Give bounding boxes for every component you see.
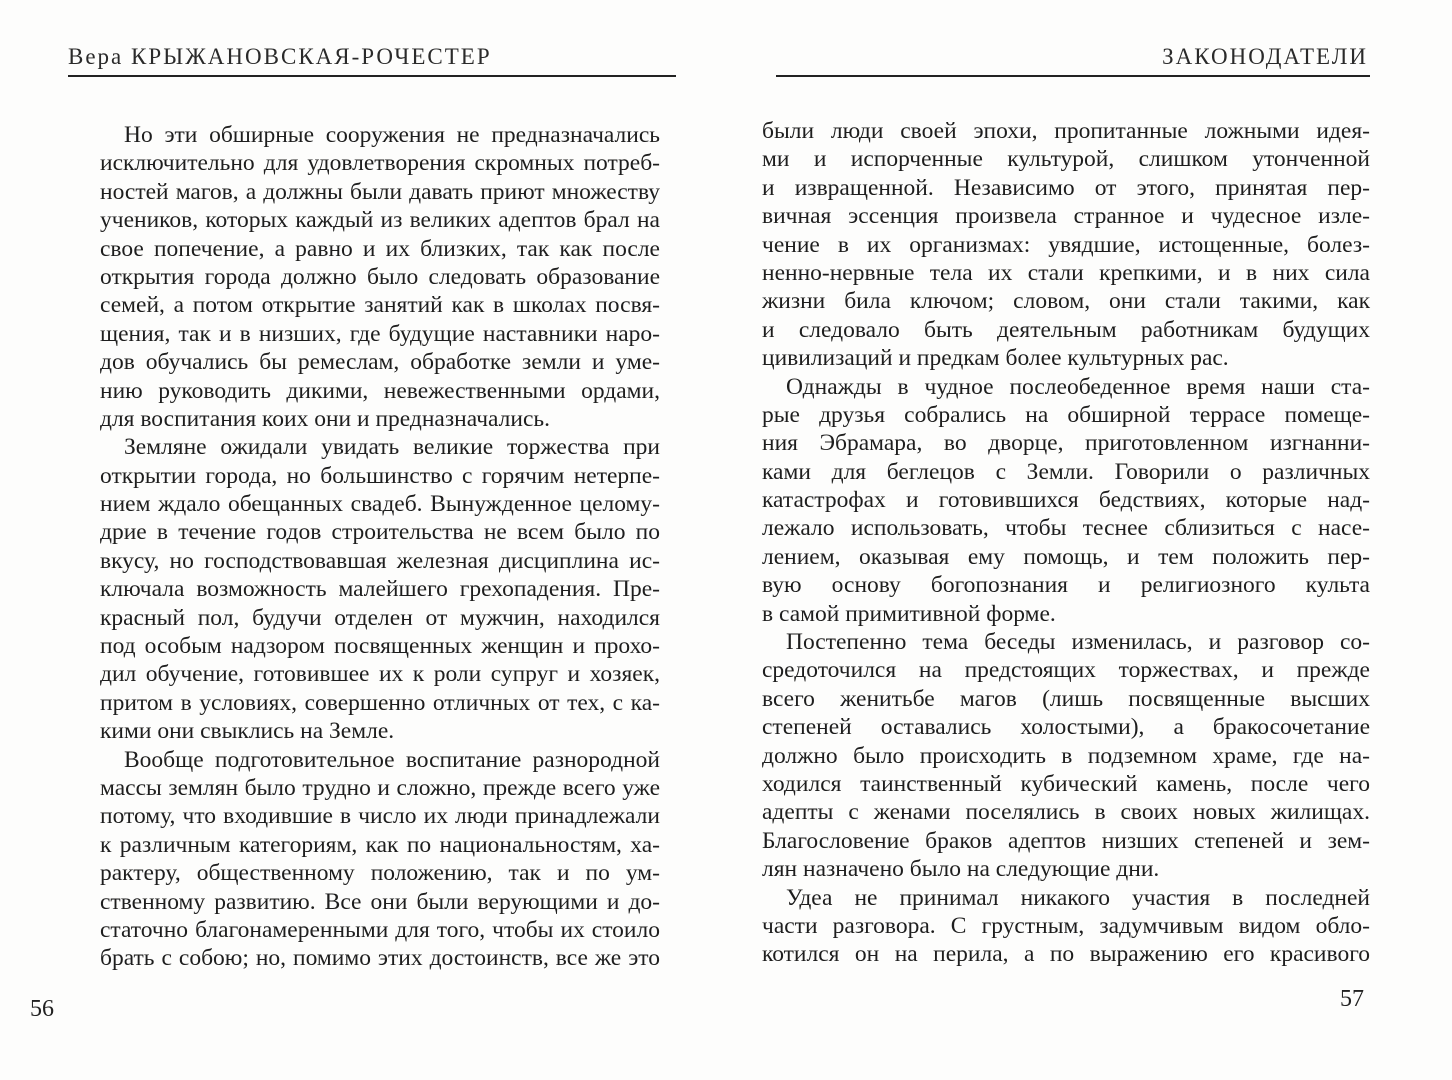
text-line: Благословение браков адептов низших степеней и зем- (762, 827, 1370, 854)
text-line: и следовало быть деятельным работникам будущих (762, 316, 1370, 343)
text-line: степеней оставались холостыми), а бракосочетание (762, 714, 1370, 741)
header-rule-left (68, 75, 676, 77)
text-line: лением, оказывая ему помощь, и тем положить пер- (762, 543, 1370, 570)
text-line: Вообще подготовительное воспитание разнородной (124, 746, 660, 773)
text-line: семей, а потом открытие занятий как в школах посвя- (100, 292, 660, 319)
text-line: красный пол, будучи отделен от мужчин, находился (100, 604, 660, 631)
text-line: ственному развитию. Все они были верующими и до- (100, 888, 660, 915)
text-line: ния Эбрамара, во дворце, приготовленном изгнанни- (762, 430, 1370, 457)
text-line: дрие в течение годов строительства не всем было по (100, 519, 660, 546)
text-line: должно было происходить в подземном храме, где на- (762, 742, 1370, 769)
text-line: всего женитьбе магов (лишь посвященные высших (762, 685, 1370, 712)
page-number-right: 57 (1340, 986, 1364, 1012)
text-line: массы землян было трудно и сложно, прежде всего уже (100, 774, 660, 801)
text-line: лежало использовать, чтобы теснее сблизиться с насе- (762, 515, 1370, 542)
running-head-left: Вера КРЫЖАНОВСКАЯ-РОЧЕСТЕР (68, 44, 492, 69)
text-line: части разговора. С грустным, задумчивым видом обло- (762, 912, 1370, 939)
text-line: учеников, которых каждый из великих адептов брал на (100, 207, 660, 234)
text-line: статочно благонамеренными для того, чтобы их стоило (100, 916, 660, 943)
text-line: ностей магов, а должны были давать приют множеству (100, 178, 660, 205)
text-line: дил обучение, готовившее их к роли супруг и хозяек, (100, 661, 660, 688)
text-line: катастрофах и готовившихся бедствиях, которые над- (762, 487, 1370, 514)
text-line: адепты с женами поселялись в своих новых жилищах. (762, 799, 1370, 826)
text-line: рые друзья собрались на обширной террасе помеще- (762, 401, 1370, 428)
right-page-body (762, 117, 1370, 969)
text-line: и извращенной. Независимо от этого, принятая пер- (762, 174, 1370, 201)
text-line: притом в условиях, совершенно отличных от тех, с ка- (100, 689, 660, 716)
text-line: открытии города, но большинство с горячим нетерпе- (100, 462, 660, 489)
text-line: нию руководить дикими, невежественными ордами, (100, 377, 660, 404)
text-line: нием ждало обещанных свадеб. Вынужденное целому- (100, 491, 660, 518)
text-line: Постепенно тема беседы изменилась, и разговор со- (786, 629, 1370, 656)
header-rule-right (776, 75, 1370, 77)
text-line: средоточился на предстоящих торжествах, и прежде (762, 657, 1370, 684)
text-line: лян назначено было на следующие дни. (762, 856, 1160, 883)
text-line: щения, так и в низших, где будущие наставники наро- (100, 320, 660, 347)
text-line: ключала возможность малейшего грехопадения. Пре- (100, 576, 660, 603)
text-line: Удеа не принимал никакого участия в последней (786, 884, 1370, 911)
text-line: свое попечение, а равно и их близких, так как после (100, 235, 660, 262)
text-line: Однажды в чудное послеобеденное время наши ста- (786, 373, 1370, 400)
text-line: вичная эссенция произвела странное и чудесное изле- (762, 203, 1370, 230)
text-line: были люди своей эпохи, пропитанные ложными идея- (762, 118, 1370, 144)
text-line: потому, что входившие в число их люди принадлежали (100, 803, 660, 830)
text-line: исключительно для удовлетворения скромных потреб- (100, 150, 660, 177)
text-line: чение в их организмах: увядшие, истощенные, болез- (762, 231, 1370, 258)
text-line: под особым надзором посвященных женщин и прохо- (100, 633, 660, 660)
text-line: ходился таинственный кубический камень, после чего (762, 770, 1370, 797)
left-page-body (100, 121, 660, 973)
text-line: дов обучались бы ремеслам, обработке земли и уме- (100, 349, 660, 376)
text-line: брать с собою; но, помимо этих достоинств, все же это (100, 945, 660, 972)
page-number-left: 56 (30, 996, 54, 1022)
text-line: к различным категориям, как по национальностям, ха- (100, 831, 660, 858)
text-line: кими они свыклись на Земле. (100, 718, 395, 745)
text-line: ками для беглецов с Земли. Говорили о различных (762, 458, 1370, 485)
text-line: для воспитания коих они и предназначались. (100, 405, 550, 432)
text-line: котился он на перила, а по выражению его красивого (762, 941, 1370, 968)
text-line: ми и испорченные культурой, слишком утонченной (762, 146, 1370, 173)
running-head-right: ЗАКОНОДАТЕЛИ (1162, 44, 1368, 69)
text-line: цивилизаций и предкам более культурных рас. (762, 345, 1229, 372)
text-line: открытия города должно было следовать образование (100, 263, 660, 290)
text-line: вую основу богопознания и религиозного культа (762, 572, 1370, 599)
text-line: Но эти обширные сооружения не предназначались (124, 122, 660, 148)
text-line: рактеру, общественному положению, так и по ум- (100, 860, 660, 887)
text-line: Земляне ожидали увидать великие торжества при (124, 434, 660, 461)
text-line: ненно-нервные тела их стали крепкими, и в них сила (762, 259, 1370, 286)
text-line: жизни била ключом; словом, они стали такими, как (762, 288, 1370, 315)
text-line: вкусу, но господствовавшая железная дисциплина ис- (100, 547, 660, 574)
text-line: в самой примитивной форме. (762, 600, 1056, 627)
